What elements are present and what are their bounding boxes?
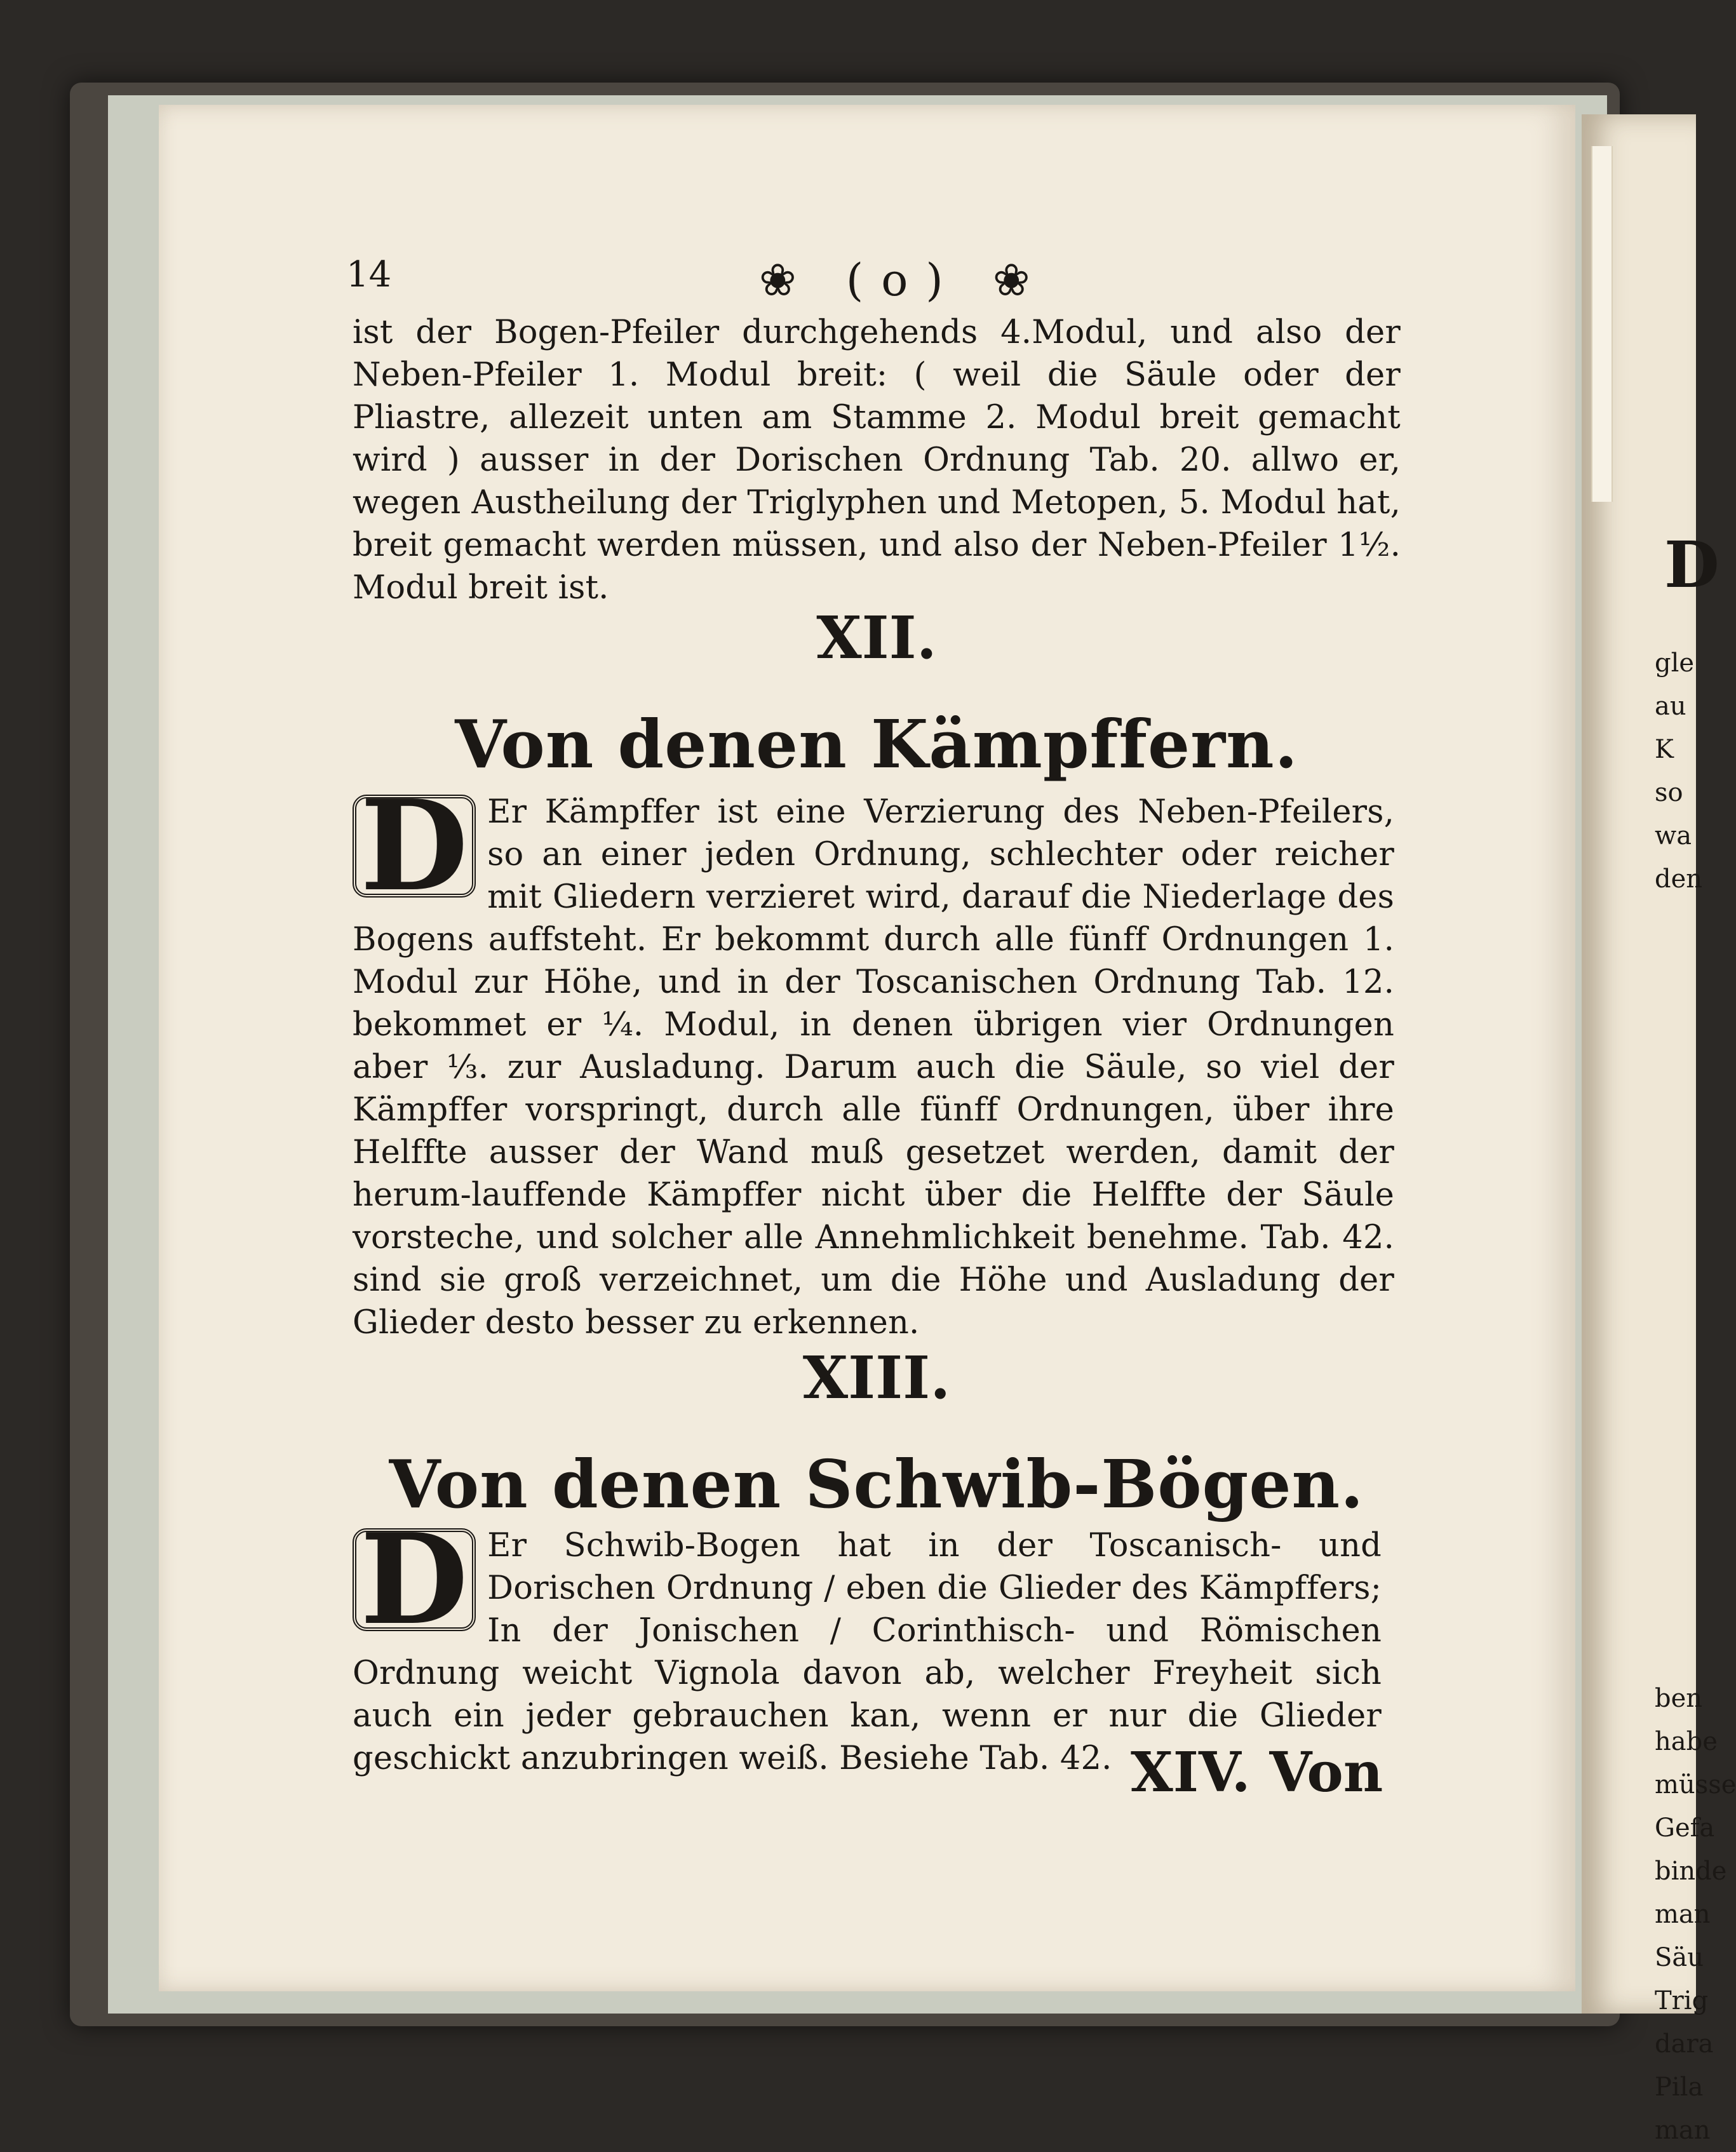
fragment: Gefa [1655,1813,1715,1843]
paper-tab [1591,146,1613,502]
fragment: gle [1655,649,1695,678]
fragment: Säu [1655,1943,1704,1972]
facing-drop-cap: D [1664,527,1719,602]
fragment: den [1655,864,1703,894]
fragment: ben [1655,1684,1703,1713]
section-number-xii: XII. [816,603,937,672]
fragment: dara [1655,2029,1714,2059]
fragment: K [1655,735,1674,764]
section-title-kaempffer: Von denen Kämpffern. [455,705,1298,783]
fragment: habe [1655,1727,1718,1756]
paragraph-text: Er Schwib-Bogen hat in der Toscanisch- und Dorischen Ordnung / eben die Glieder des Kämpffers; In der Jonischen / Corinthisch- und Römischen Ordnung weicht Vignola davon ab, welcher Freyheit sich auch ein jeder gebrauchen kan, wenn er nur die Glieder geschickt anzubringen weiß. Besiehe Tab. 42. [353,1527,1382,1777]
section-text-kaempffer [353,773,1394,1344]
drop-cap: D [353,1528,476,1631]
fragment: so [1655,778,1683,807]
fragment: müsse [1655,1770,1736,1799]
section-title-schwib-boegen: Von denen Schwib-Bögen. [389,1445,1364,1523]
catchword: XIV. Von [1131,1740,1383,1805]
header-ornament: ❀ (o) ❀ [759,254,1048,306]
paragraph-text: Er Kämpffer ist eine Verzierung des Neben-Pfeilers, so an einer jeden Ordnung, schlechter oder reicher mit Gliedern verzieret wird, darauf die Niederlage des Bogens auffsteht. Er bekommt durch alle fünff Ordnungen 1. Modul zur Höhe, und in der Toscanischen Ordnung Tab. 12. bekommet er ¼. Modul, in denen übrigen vier Ordnungen aber ⅓. zur Ausladung. Darum auch die Säule, so viel der Kämpffer vorspringt, durch alle fünff Ordnungen, über ihre Helffte ausser der Wand muß gesetzet werden, damit der herum-lauffende Kämpffer nicht über die Helffte der Säule vorsteche, und solcher alle Annehmlichkeit benehme. Tab. 42. sind sie groß verzeichnet, um die Höhe und Ausladung der Glieder desto besser zu erkennen. [353,793,1394,1342]
intro-paragraph: ist der Bogen-Pfeiler durchgehends 4.Modul, und also der Neben-Pfeiler 1. Modul breit: ( weil die Säule oder der Pliastre, allezeit unten am Stamme 2. Modul breit gemacht wird ) ausser in der Dorischen Ordnung Tab. 20. allwo er, wegen Austheilung der Triglyphen und Metopen, 5. Modul hat, breit gemacht werden müssen, und also der Neben-Pfeiler 1½. Modul breit ist. [353,314,1401,607]
fragment: au [1655,692,1686,721]
fragment: binde [1655,1857,1727,1886]
fragment: man [1655,2116,1711,2145]
section-number-xiii: XIII. [802,1343,951,1412]
fragment: Trig [1655,1986,1709,2015]
drop-cap: D [353,795,476,898]
fragment: man [1655,1900,1711,1929]
facing-page-text-top [1655,642,1703,901]
facing-page-text-bottom [1655,1677,1736,2152]
fragment: wa [1655,821,1692,851]
fragment: Pila [1655,2073,1704,2102]
page-header [346,254,1394,311]
page-number: 14 [346,254,392,295]
